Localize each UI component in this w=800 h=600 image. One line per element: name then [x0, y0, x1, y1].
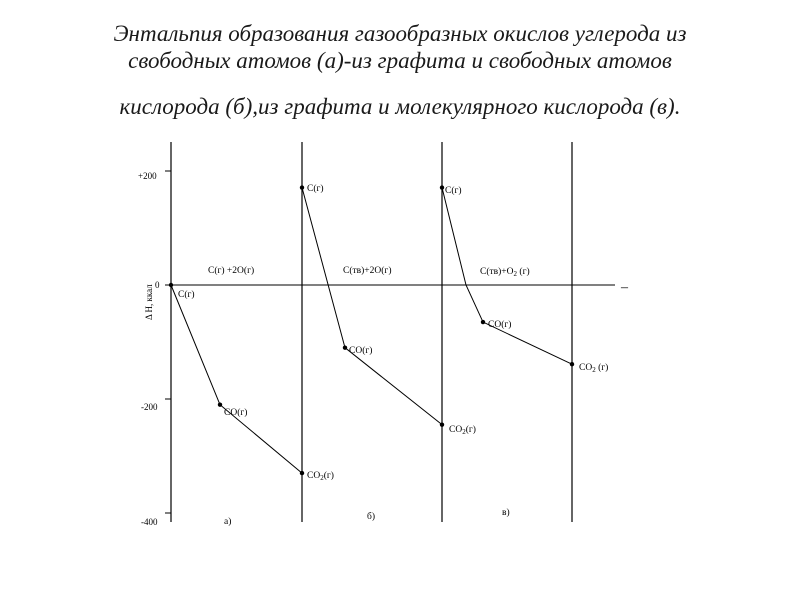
panel-a-point-CO [218, 403, 222, 407]
panel-b-point-CO [343, 346, 347, 350]
tick-label-minus200: -200 [141, 402, 158, 412]
title-line-2: свободных атомов (а)-из графита и свободных атомов [128, 48, 672, 73]
panel-b-point-C [300, 185, 304, 189]
panel-a-label-CO2: $CO_2(г)$ [307, 471, 334, 482]
panel-b-label-C: C(г) [307, 184, 324, 194]
tick-label-minus400: -400 [141, 517, 158, 527]
panel-a-point-C [169, 283, 173, 287]
panel-c-point-CO [481, 320, 485, 324]
panel-a-path [171, 285, 302, 473]
title-line-3: кислорода (б),из графита и молекулярного кислорода (в). [119, 94, 681, 119]
title-line-1: Энтальпия образования газообразных окислов углерода из [113, 21, 687, 46]
panel-b-point-CO2 [440, 422, 444, 426]
panel-c-point-CO2 [570, 362, 574, 366]
panel-c-point-C [440, 185, 444, 189]
panel-b-path [302, 188, 442, 425]
panel-c-reference: $C(тв)+O_2$ (г) [480, 267, 530, 278]
panel-b-label-CO2: $CO_2(г)$ [449, 425, 476, 436]
panel-c-label: в) [502, 508, 510, 518]
panel-b-label-CO: CO(г) [349, 346, 373, 356]
tick-label-zero: 0 [155, 280, 160, 290]
panel-c-label-C: C(г) [445, 186, 462, 196]
y-ticks [165, 171, 171, 513]
zero-line-dash: – [621, 280, 628, 295]
panel-a-label: а) [224, 517, 232, 527]
tick-label-plus200: +200 [138, 171, 157, 181]
panel-b-label: б) [367, 512, 375, 522]
panel-c-label-CO2: $CO_2$ (г) [579, 363, 609, 374]
panel-a-label-CO: CO(г) [224, 408, 248, 418]
panel-b-reference: C(тв)+2O(г) [343, 266, 392, 276]
panel-a-reference: C(г) +2O(г) [208, 266, 255, 276]
panel-a-label-C: C(г) [178, 290, 195, 300]
panel-c-label-CO: CO(г) [488, 320, 512, 330]
panel-a-point-CO2 [300, 471, 304, 475]
y-axis-label: Δ H, ккал [144, 284, 154, 320]
